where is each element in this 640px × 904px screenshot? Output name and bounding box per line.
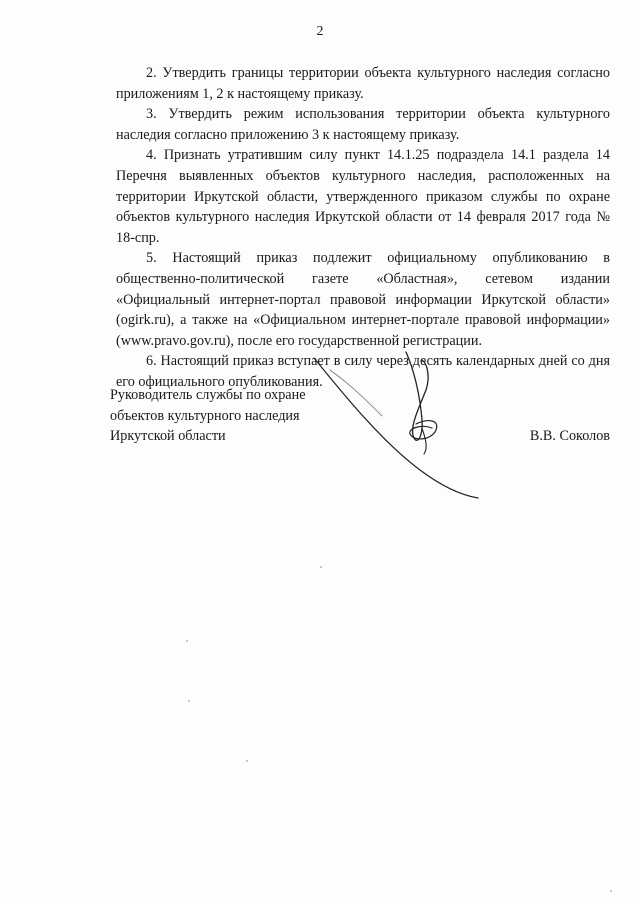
scan-speck	[246, 760, 248, 762]
paragraph-2: 2. Утвердить границы территории объекта культурного наследия согласно приложениям 1, 2 к настоящему приказу.	[116, 65, 610, 102]
scan-speck	[186, 640, 188, 642]
signer-position-line: объектов культурного наследия	[110, 407, 300, 424]
scan-speck	[610, 890, 612, 892]
signer-position-line: Руководитель службы по охране	[110, 387, 306, 403]
paragraph-3: 3. Утвердить режим использования территории объекта культурного наследия согласно приложению 3 к настоящему приказу.	[116, 106, 610, 143]
signer-position-line: Иркутской области	[110, 428, 226, 445]
scan-speck	[188, 700, 190, 702]
signature-block	[110, 385, 610, 495]
page-number: 2	[316, 24, 324, 39]
order-body	[116, 63, 610, 393]
signer-name: В.В. Соколов	[529, 428, 610, 444]
paragraph-5: 5. Настоящий приказ подлежит официальному опубликованию в общественно-политической газете «Областная», сетевом издании «Официальный интернет-портал правовой информации Иркутской области» (ogirk.ru), а также на «Официальном интернет-портале правовой информации» (www.pravo.gov.ru), после его государственной регистрации.	[116, 250, 610, 349]
paragraph-6: 6. Настоящий приказ вступает в силу через десять календарных дней со дня его официального опубликования.	[116, 353, 610, 390]
signer-position	[110, 385, 350, 447]
paragraph-4: 4. Признать утратившим силу пункт 14.1.25 подраздела 14.1 раздела 14 Перечня выявленных объектов культурного наследия, расположенных на территории Иркутской области, утвержденного приказом службы по охране объектов культурного наследия Иркутской области от 14 февраля 2017 года № 18-спр.	[116, 147, 610, 246]
scan-speck	[320, 566, 322, 568]
